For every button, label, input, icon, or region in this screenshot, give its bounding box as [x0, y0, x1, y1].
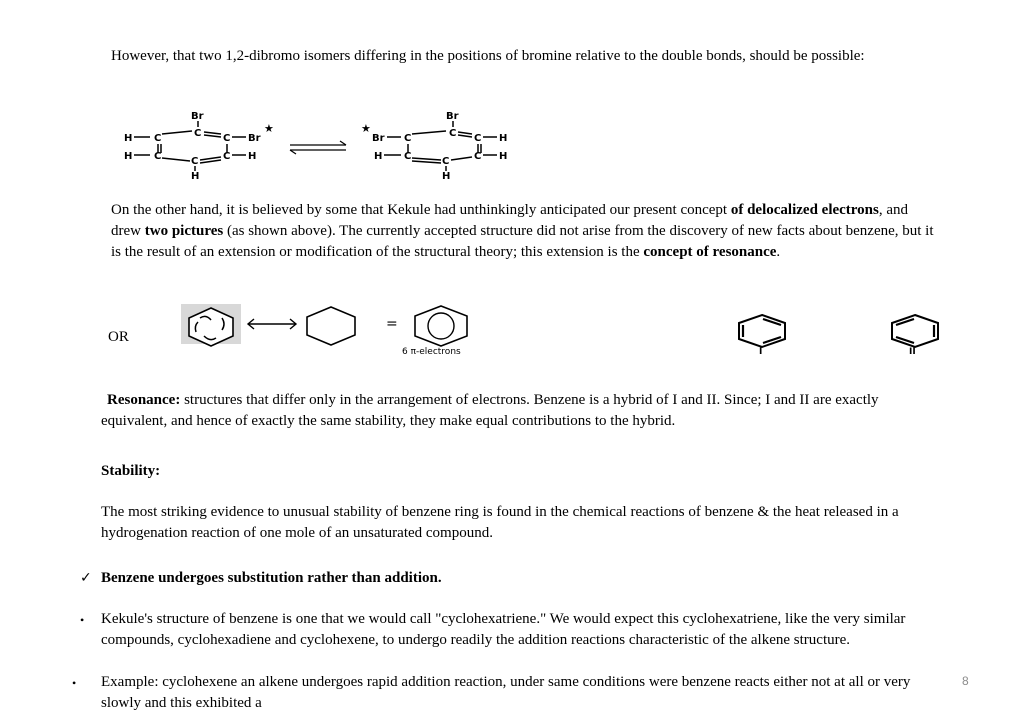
benzene-resonance-figure: [178, 302, 508, 360]
delocalized-electrons-paragraph: On the other hand, it is believed by some that Kekule had unthinkingly anticipated our present concept of delocalized electrons, and drew two pictures (as shown above). The currently accepted structure did not arise from the discovery of new facts about benzene, but it is the result of an extension or modification of the structural theory; this extension is the concept of resonance.: [111, 202, 934, 260]
atom-c: C: [449, 128, 457, 139]
pi-electrons-caption: 6 π-electrons: [402, 347, 461, 357]
substitution-point: Benzene undergoes substitution rather than addition.: [101, 570, 442, 586]
resonance-label: Resonance:: [107, 392, 181, 408]
stability-paragraph: The most striking evidence to unusual stability of benzene ring is found in the chemical reactions of benzene & the heat released in a hydrogenation reaction of one mole of an unsaturated compound.: [101, 504, 899, 541]
atom-h: H: [191, 171, 200, 180]
atom-c: C: [442, 156, 450, 167]
atom-h: H: [248, 151, 257, 162]
atom-br-top: Br: [446, 111, 459, 122]
bullet-item-example: Example: cyclohexene an alkene undergoes rapid addition reaction, under same conditions were benzene reacts either not at all or very slowly and this exhibited a: [101, 674, 911, 711]
bond: [204, 132, 221, 134]
atom-c: C: [474, 133, 482, 144]
kekule-dibromo-isomers-figure: [118, 108, 538, 180]
equilibrium-arrows: [290, 141, 346, 154]
bullet-icon: •: [80, 613, 85, 627]
check-icon: ✓: [80, 570, 92, 586]
kekule-structure-II: [882, 313, 948, 355]
atom-br: Br: [248, 133, 261, 144]
benzene-hexagon: [307, 307, 355, 345]
bullet-item-cyclohexatriene: Kekule's structure of benzene is one that we would call "cyclohexatriene." We would expect this cyclohexatriene, like the very similar compounds, cyclohexadiene and cyclohexene, to undergo readily the addition reactions characteristic of the alkene structure.: [101, 611, 906, 648]
atom-h: H: [499, 133, 508, 144]
atom-c: C: [191, 156, 199, 167]
isomer-left: [124, 111, 274, 180]
atom-c: C: [194, 128, 202, 139]
bond: [162, 158, 190, 161]
star-mark: ★: [361, 122, 371, 135]
atom-h: H: [442, 171, 451, 180]
bond: [458, 132, 472, 134]
benzene-circle-hexagon: [415, 306, 467, 346]
atom-h: H: [124, 151, 133, 162]
bullet-icon: •: [72, 676, 77, 690]
resonance-arrow: [248, 319, 296, 329]
isomer-right: [361, 111, 507, 180]
atom-h: H: [124, 133, 133, 144]
bond: [162, 131, 192, 134]
atom-c: C: [404, 151, 412, 162]
atom-h: H: [499, 151, 508, 162]
bond: [412, 158, 441, 160]
atom-c: C: [223, 133, 231, 144]
resonance-paragraph: Resonance: structures that differ only in the arrangement of electrons. Benzene is a hybrid of I and II. Since; I and II are exactly equivalent, and hence of exactly the same stability, they make equal contributions to the hybrid.: [101, 392, 879, 429]
bond: [204, 135, 221, 137]
bond: [451, 157, 472, 160]
stability-heading: Stability:: [101, 463, 161, 479]
kekule-structure-I: [730, 313, 794, 355]
atom-br-top-left: Br: [191, 111, 204, 122]
star-mark: ★: [264, 122, 274, 135]
bond: [200, 157, 221, 160]
label-II: II: [909, 347, 916, 355]
atom-c: C: [154, 133, 162, 144]
atom-c: C: [223, 151, 231, 162]
bond: [458, 135, 472, 137]
atom-c: C: [404, 133, 412, 144]
benzene-arrows-hexagon: [181, 304, 241, 346]
or-label: OR: [108, 329, 129, 345]
bond: [200, 160, 221, 163]
slide-number: 8: [962, 674, 969, 688]
atom-c: C: [154, 151, 162, 162]
bond: [412, 131, 446, 134]
atom-br: Br: [372, 133, 385, 144]
equals-sign: =: [386, 316, 398, 332]
bond: [412, 161, 441, 163]
label-I: I: [759, 347, 763, 355]
atom-c: C: [474, 151, 482, 162]
atom-h: H: [374, 151, 383, 162]
intro-paragraph: However, that two 1,2-dibromo isomers differing in the positions of bromine relative to the double bonds, should be possible:: [111, 48, 865, 64]
